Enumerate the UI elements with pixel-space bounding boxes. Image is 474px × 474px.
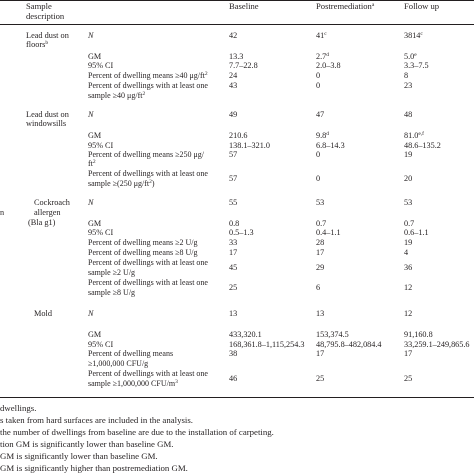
- cell-cockroach-atleast8-post: 6: [316, 283, 321, 292]
- cell-floors-ci-baseline: 7.7–22.8: [229, 61, 258, 70]
- cell-windowsills-ci-follow: 48.6–135.2: [404, 141, 441, 150]
- cell-cockroach-atleast2-baseline: 45: [229, 263, 238, 272]
- cell-mold-pct-atleast-baseline: 46: [229, 374, 238, 383]
- header-rule: [0, 24, 474, 25]
- row-label-atleast-2: Percent of dwellings with at least one: [88, 258, 208, 267]
- cell-cockroach-means2-baseline: 33: [229, 238, 238, 247]
- cell-cockroach-atleast8-baseline: 25: [229, 283, 238, 292]
- left-edge-fragment: n: [0, 208, 5, 217]
- cell-floors-gm-post: 2.7$^d$: [316, 52, 329, 61]
- header-follow-up: Follow up: [404, 1, 440, 11]
- cell-floors-pct-atleast-baseline: 43: [229, 81, 238, 90]
- row-label-means-2: Percent of dwelling means ≥2 U/g: [88, 238, 198, 247]
- cell-floors-gm-baseline: 13.3: [229, 52, 244, 61]
- cell-mold-ci-follow: 33,259.1–249,865.6: [404, 340, 470, 349]
- row-label-atleast-8-line2: sample ≥8 U/g: [88, 288, 136, 297]
- cell-floors-gm-follow: 5.0e: [404, 52, 417, 61]
- row-label-ci: 95% CI: [88, 61, 114, 70]
- category-windowsills: Lead dust on: [26, 110, 69, 119]
- cell-cockroach-atleast2-follow: 36: [404, 263, 413, 272]
- footnote: dwellings.: [0, 403, 37, 413]
- footnote: the number of dwellings from baseline are due to the installation of carpeting.: [0, 427, 274, 437]
- cell-mold-n-follow: 12: [404, 309, 413, 318]
- cell-cockroach-atleast2-post: 29: [316, 263, 325, 272]
- row-label-pct-atleast-line2: sample ≥(250 $\mu g/ft^2$): [88, 179, 155, 188]
- cell-mold-pct-means-baseline: 38: [229, 349, 238, 358]
- bottom-rule: [0, 397, 474, 398]
- cell-cockroach-means2-follow: 19: [404, 238, 413, 247]
- cell-floors-pct-means-follow: 8: [404, 71, 409, 80]
- cell-windowsills-pct-means-follow: 19: [404, 150, 413, 159]
- cell-mold-pct-atleast-post: 25: [316, 374, 325, 383]
- row-label-ci: 95% CI: [88, 141, 114, 150]
- cell-mold-n-baseline: 13: [229, 309, 238, 318]
- row-label-pct-atleast-line2: sample ≥1,000,000 CFU/$m^3$: [88, 379, 178, 388]
- header-sample-description-line2: description: [26, 11, 65, 21]
- cell-mold-pct-means-post: 17: [316, 349, 325, 358]
- footnote: tion GM is significantly lower than baseline GM.: [0, 439, 174, 449]
- cell-windowsills-ci-baseline: 138.1–321.0: [229, 141, 270, 150]
- row-label-gm: GM: [88, 131, 102, 140]
- header-postremediation: Postremediation$^a$: [316, 1, 375, 11]
- cell-floors-pct-atleast-follow: 23: [404, 81, 413, 90]
- category-cockroach-line2: allergen: [34, 208, 61, 217]
- cell-mold-n-post: 13: [316, 309, 325, 318]
- cell-windowsills-n-baseline: 49: [229, 110, 238, 119]
- cell-cockroach-atleast8-follow: 12: [404, 283, 413, 292]
- cell-cockroach-means8-post: 17: [316, 248, 325, 257]
- cell-windowsills-pct-means-baseline: 57: [229, 150, 238, 159]
- category-windowsills-line2: windowsills: [26, 119, 67, 128]
- row-label-pct-means-line2: $ft^2$: [88, 159, 96, 168]
- cell-windowsills-n-post: 47: [316, 110, 325, 119]
- footnote: GM is significantly higher than postremediation GM.: [0, 463, 188, 473]
- cell-cockroach-ci-post: 0.4–1.1: [316, 228, 341, 237]
- row-label-atleast-2-line2: sample ≥2 U/g: [88, 268, 136, 277]
- cell-mold-pct-atleast-follow: 25: [404, 374, 413, 383]
- cell-floors-n-baseline: 42: [229, 31, 238, 40]
- cell-floors-n-follow: 3814$^c$: [404, 31, 423, 40]
- row-label-gm: GM: [88, 219, 102, 228]
- cell-windowsills-pct-atleast-post: 0: [316, 174, 321, 183]
- row-label-means-8: Percent of dwelling means ≥8 U/g: [88, 248, 198, 257]
- row-label-pct-means: Percent of dwelling means ≥40 $\mu g/ft^2$: [88, 71, 208, 80]
- cell-mold-gm-follow: 91,160.8: [404, 330, 433, 339]
- cell-windowsills-pct-atleast-baseline: 57: [229, 174, 238, 183]
- row-label-pct-means-line2: ≥1,000,000 CFU/g: [88, 359, 149, 368]
- cell-cockroach-means2-post: 28: [316, 238, 325, 247]
- row-label-n: N: [88, 198, 94, 207]
- cell-cockroach-n-post: 53: [316, 198, 325, 207]
- cell-floors-ci-follow: 3.3–7.5: [404, 61, 429, 70]
- cell-floors-pct-means-post: 0: [316, 71, 321, 80]
- row-label-n: N: [88, 110, 94, 119]
- cell-cockroach-means8-follow: 4: [404, 248, 409, 257]
- category-floors-line2: floors$^b$: [26, 40, 49, 49]
- cell-cockroach-gm-baseline: 0.8: [229, 219, 240, 228]
- row-label-pct-means: Percent of dwelling means: [88, 349, 174, 358]
- cell-windowsills-gm-baseline: 210.6: [229, 131, 248, 140]
- header-baseline: Baseline: [229, 1, 259, 11]
- cell-cockroach-n-follow: 53: [404, 198, 413, 207]
- cell-windowsills-gm-post: 9.8$^d$: [316, 131, 329, 140]
- category-floors: Lead dust on: [26, 31, 69, 40]
- row-label-gm: GM: [88, 330, 102, 339]
- cell-windowsills-ci-post: 6.8–14.3: [316, 141, 345, 150]
- category-cockroach-line3: (Bla g1): [28, 218, 56, 227]
- row-label-n: N: [88, 309, 94, 318]
- row-label-atleast-8: Percent of dwellings with at least one: [88, 278, 208, 287]
- row-label-pct-atleast-line2: sample ≥40 $\mu g/ft^2$: [88, 91, 146, 100]
- cell-windowsills-pct-atleast-follow: 20: [404, 174, 413, 183]
- row-label-pct-means: Percent of dwelling means ≥250 μg/: [88, 150, 204, 159]
- cell-floors-pct-atleast-post: 0: [316, 81, 321, 90]
- cell-windowsills-pct-means-post: 0: [316, 150, 321, 159]
- cell-floors-pct-means-baseline: 24: [229, 71, 238, 80]
- cell-cockroach-gm-post: 0.7: [316, 219, 327, 228]
- cell-mold-ci-baseline: 168,361.8–1,115,254.3: [229, 340, 305, 349]
- cell-cockroach-gm-follow: 0.7: [404, 219, 415, 228]
- cell-cockroach-ci-follow: 0.6–1.1: [404, 228, 429, 237]
- category-cockroach: Cockroach: [34, 198, 70, 207]
- cell-windowsills-n-follow: 48: [404, 110, 413, 119]
- cell-cockroach-means8-baseline: 17: [229, 248, 238, 257]
- row-label-n: N: [88, 31, 94, 40]
- row-label-pct-atleast: Percent of dwellings with at least one: [88, 81, 208, 90]
- cell-mold-pct-means-follow: 17: [404, 349, 413, 358]
- row-label-gm: GM: [88, 52, 102, 61]
- row-label-ci: 95% CI: [88, 228, 114, 237]
- row-label-pct-atleast: Percent of dwellings with at least one: [88, 169, 208, 178]
- cell-floors-n-post: 41$^c$: [316, 31, 327, 40]
- footnote: s taken from hard surfaces are included in the analysis.: [0, 415, 193, 425]
- header-sample-description: Sample: [26, 1, 52, 11]
- category-mold: Mold: [34, 309, 52, 318]
- cell-mold-ci-post: 48,795.8–482,084.4: [316, 340, 382, 349]
- row-label-ci: 95% CI: [88, 340, 114, 349]
- cell-floors-ci-post: 2.0–3.8: [316, 61, 341, 70]
- footnote: GM is significantly lower than baseline GM.: [0, 451, 158, 461]
- cell-mold-gm-baseline: 433,320.1: [229, 330, 262, 339]
- cell-cockroach-n-baseline: 55: [229, 198, 238, 207]
- cell-cockroach-ci-baseline: 0.5–1.3: [229, 228, 254, 237]
- cell-mold-gm-post: 153,374.5: [316, 330, 349, 339]
- row-label-pct-atleast: Percent of dwellings with at least one: [88, 369, 208, 378]
- cell-windowsills-gm-follow: 81.0$^{e,f}$: [404, 131, 424, 140]
